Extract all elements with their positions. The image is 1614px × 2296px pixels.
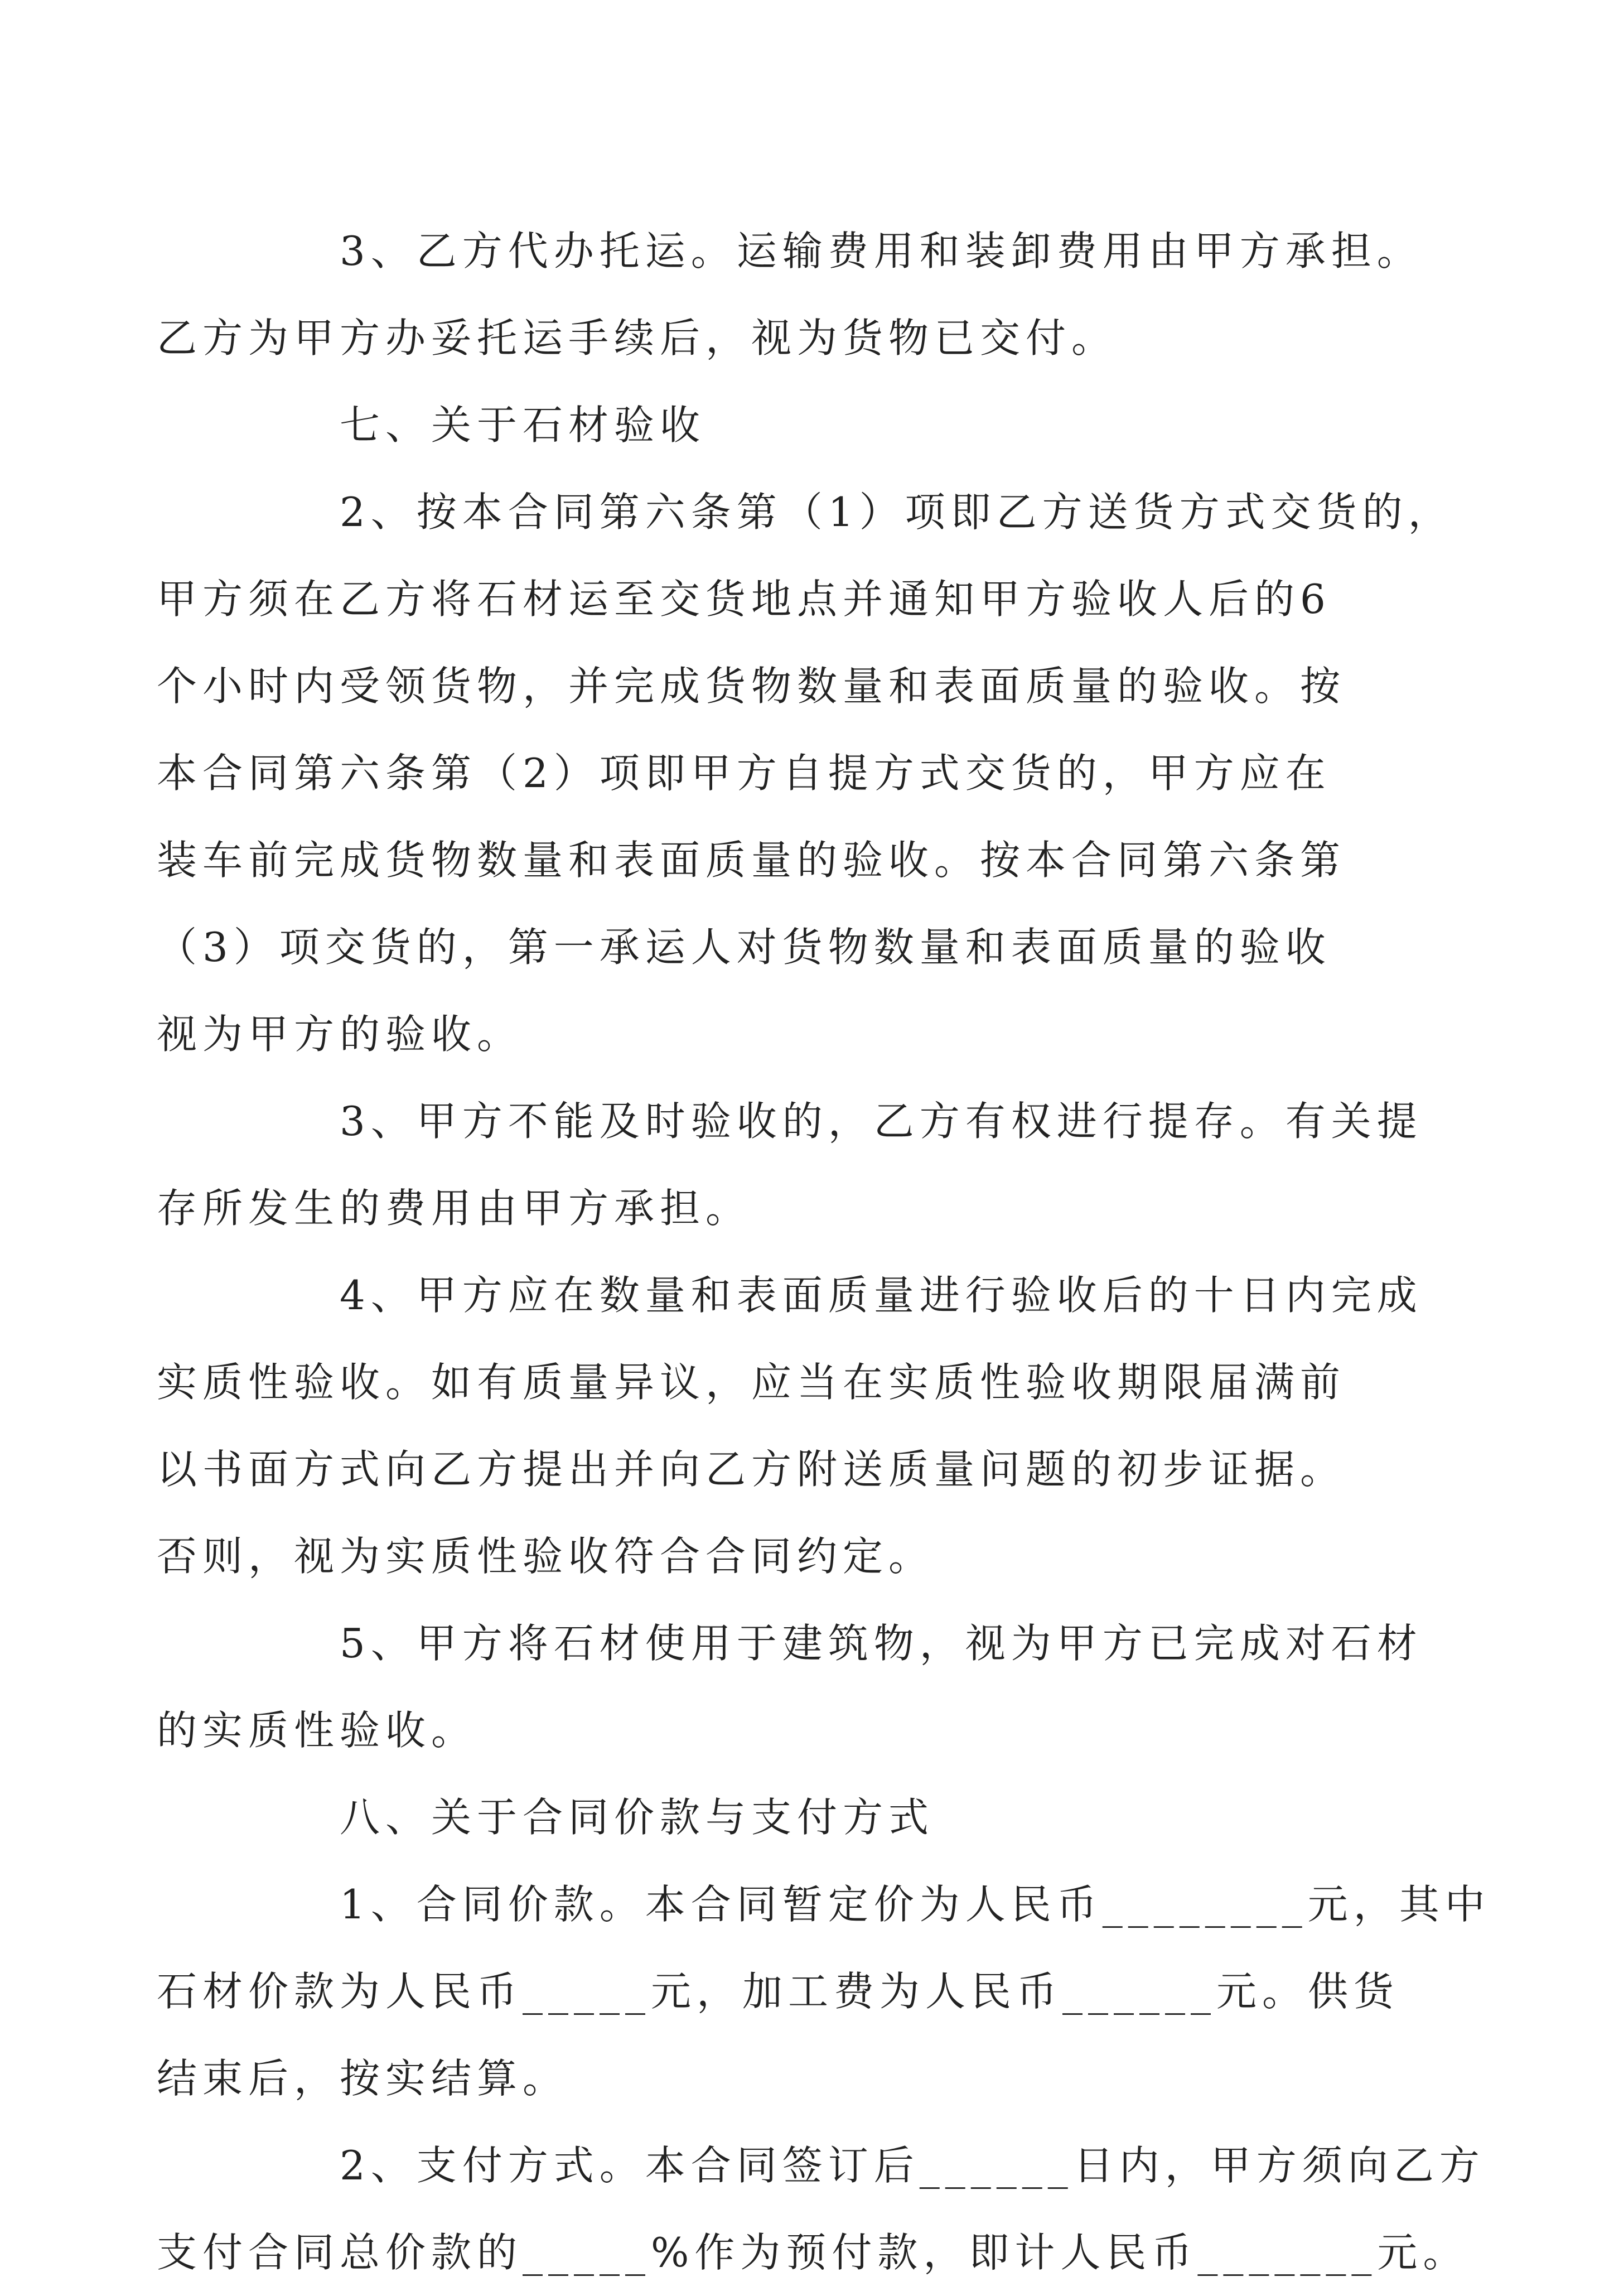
text-line: 以书面方式向乙方提出并向乙方附送质量问题的初步证据。 (157, 1446, 1346, 1493)
text-line: 2、支付方式。本合同签订后______日内，甲方须向乙方 (340, 2142, 1485, 2189)
text-line: 甲方须在乙方将石材运至交货地点并通知甲方验收人后的6 (157, 576, 1331, 623)
text-line: 3、乙方代办托运。运输费用和装卸费用由甲方承担。 (340, 228, 1423, 274)
text-line: 存所发生的费用由甲方承担。 (157, 1185, 752, 1232)
text-line: 结束后，按实结算。 (157, 2055, 569, 2102)
text-line: 乙方为甲方办妥托运手续后，视为货物已交付。 (157, 315, 1118, 361)
text-line: 1、合同价款。本合同暂定价为人民币________元，其中 (340, 1881, 1491, 1928)
paragraph-late-acceptance (157, 1078, 1423, 1252)
text-line: 2、按本合同第六条第（1）项即乙方送货方式交货的， (340, 489, 1454, 536)
document-body (157, 208, 1491, 2296)
paragraph-consigned-shipping (157, 208, 1423, 382)
text-line: 装车前完成货物数量和表面质量的验收。按本合同第六条第 (157, 837, 1346, 884)
text-line: 支付合同总价款的_____%作为预付款，即计人民币_______元。 (157, 2229, 1469, 2276)
text-line: （3）项交货的，第一承运人对货物数量和表面质量的验收 (157, 924, 1331, 971)
paragraph-substantive-acceptance (157, 1252, 1423, 1600)
text-line: 5、甲方将石材使用于建筑物，视为甲方已完成对石材 (340, 1620, 1423, 1667)
heading-text: 八、关于合同价款与支付方式 (340, 1794, 935, 1841)
section-heading-acceptance (248, 382, 1369, 469)
text-line: 4、甲方应在数量和表面质量进行验收后的十日内完成 (340, 1272, 1423, 1319)
heading-text: 七、关于石材验收 (340, 402, 706, 448)
text-line: 实质性验收。如有质量异议，应当在实质性验收期限届满前 (157, 1359, 1346, 1406)
text-line: 本合同第六条第（2）项即甲方自提方式交货的，甲方应在 (157, 750, 1331, 797)
text-line: 个小时内受领货物，并完成货物数量和表面质量的验收。按 (157, 663, 1346, 710)
paragraph-acceptance-methods (157, 469, 1454, 1078)
paragraph-use-in-building (157, 1600, 1423, 1774)
text-line: 否则，视为实质性验收符合合同约定。 (157, 1533, 935, 1580)
text-line: 视为甲方的验收。 (157, 1011, 523, 1058)
text-line: 石材价款为人民币_____元，加工费为人民币______元。供货 (157, 1968, 1400, 2015)
paragraph-contract-price (157, 1861, 1491, 2122)
paragraph-payment-method (157, 2122, 1485, 2296)
section-heading-price-payment (248, 1774, 1369, 1861)
text-line: 的实质性验收。 (157, 1707, 477, 1754)
text-line: 3、甲方不能及时验收的，乙方有权进行提存。有关提 (340, 1098, 1423, 1145)
